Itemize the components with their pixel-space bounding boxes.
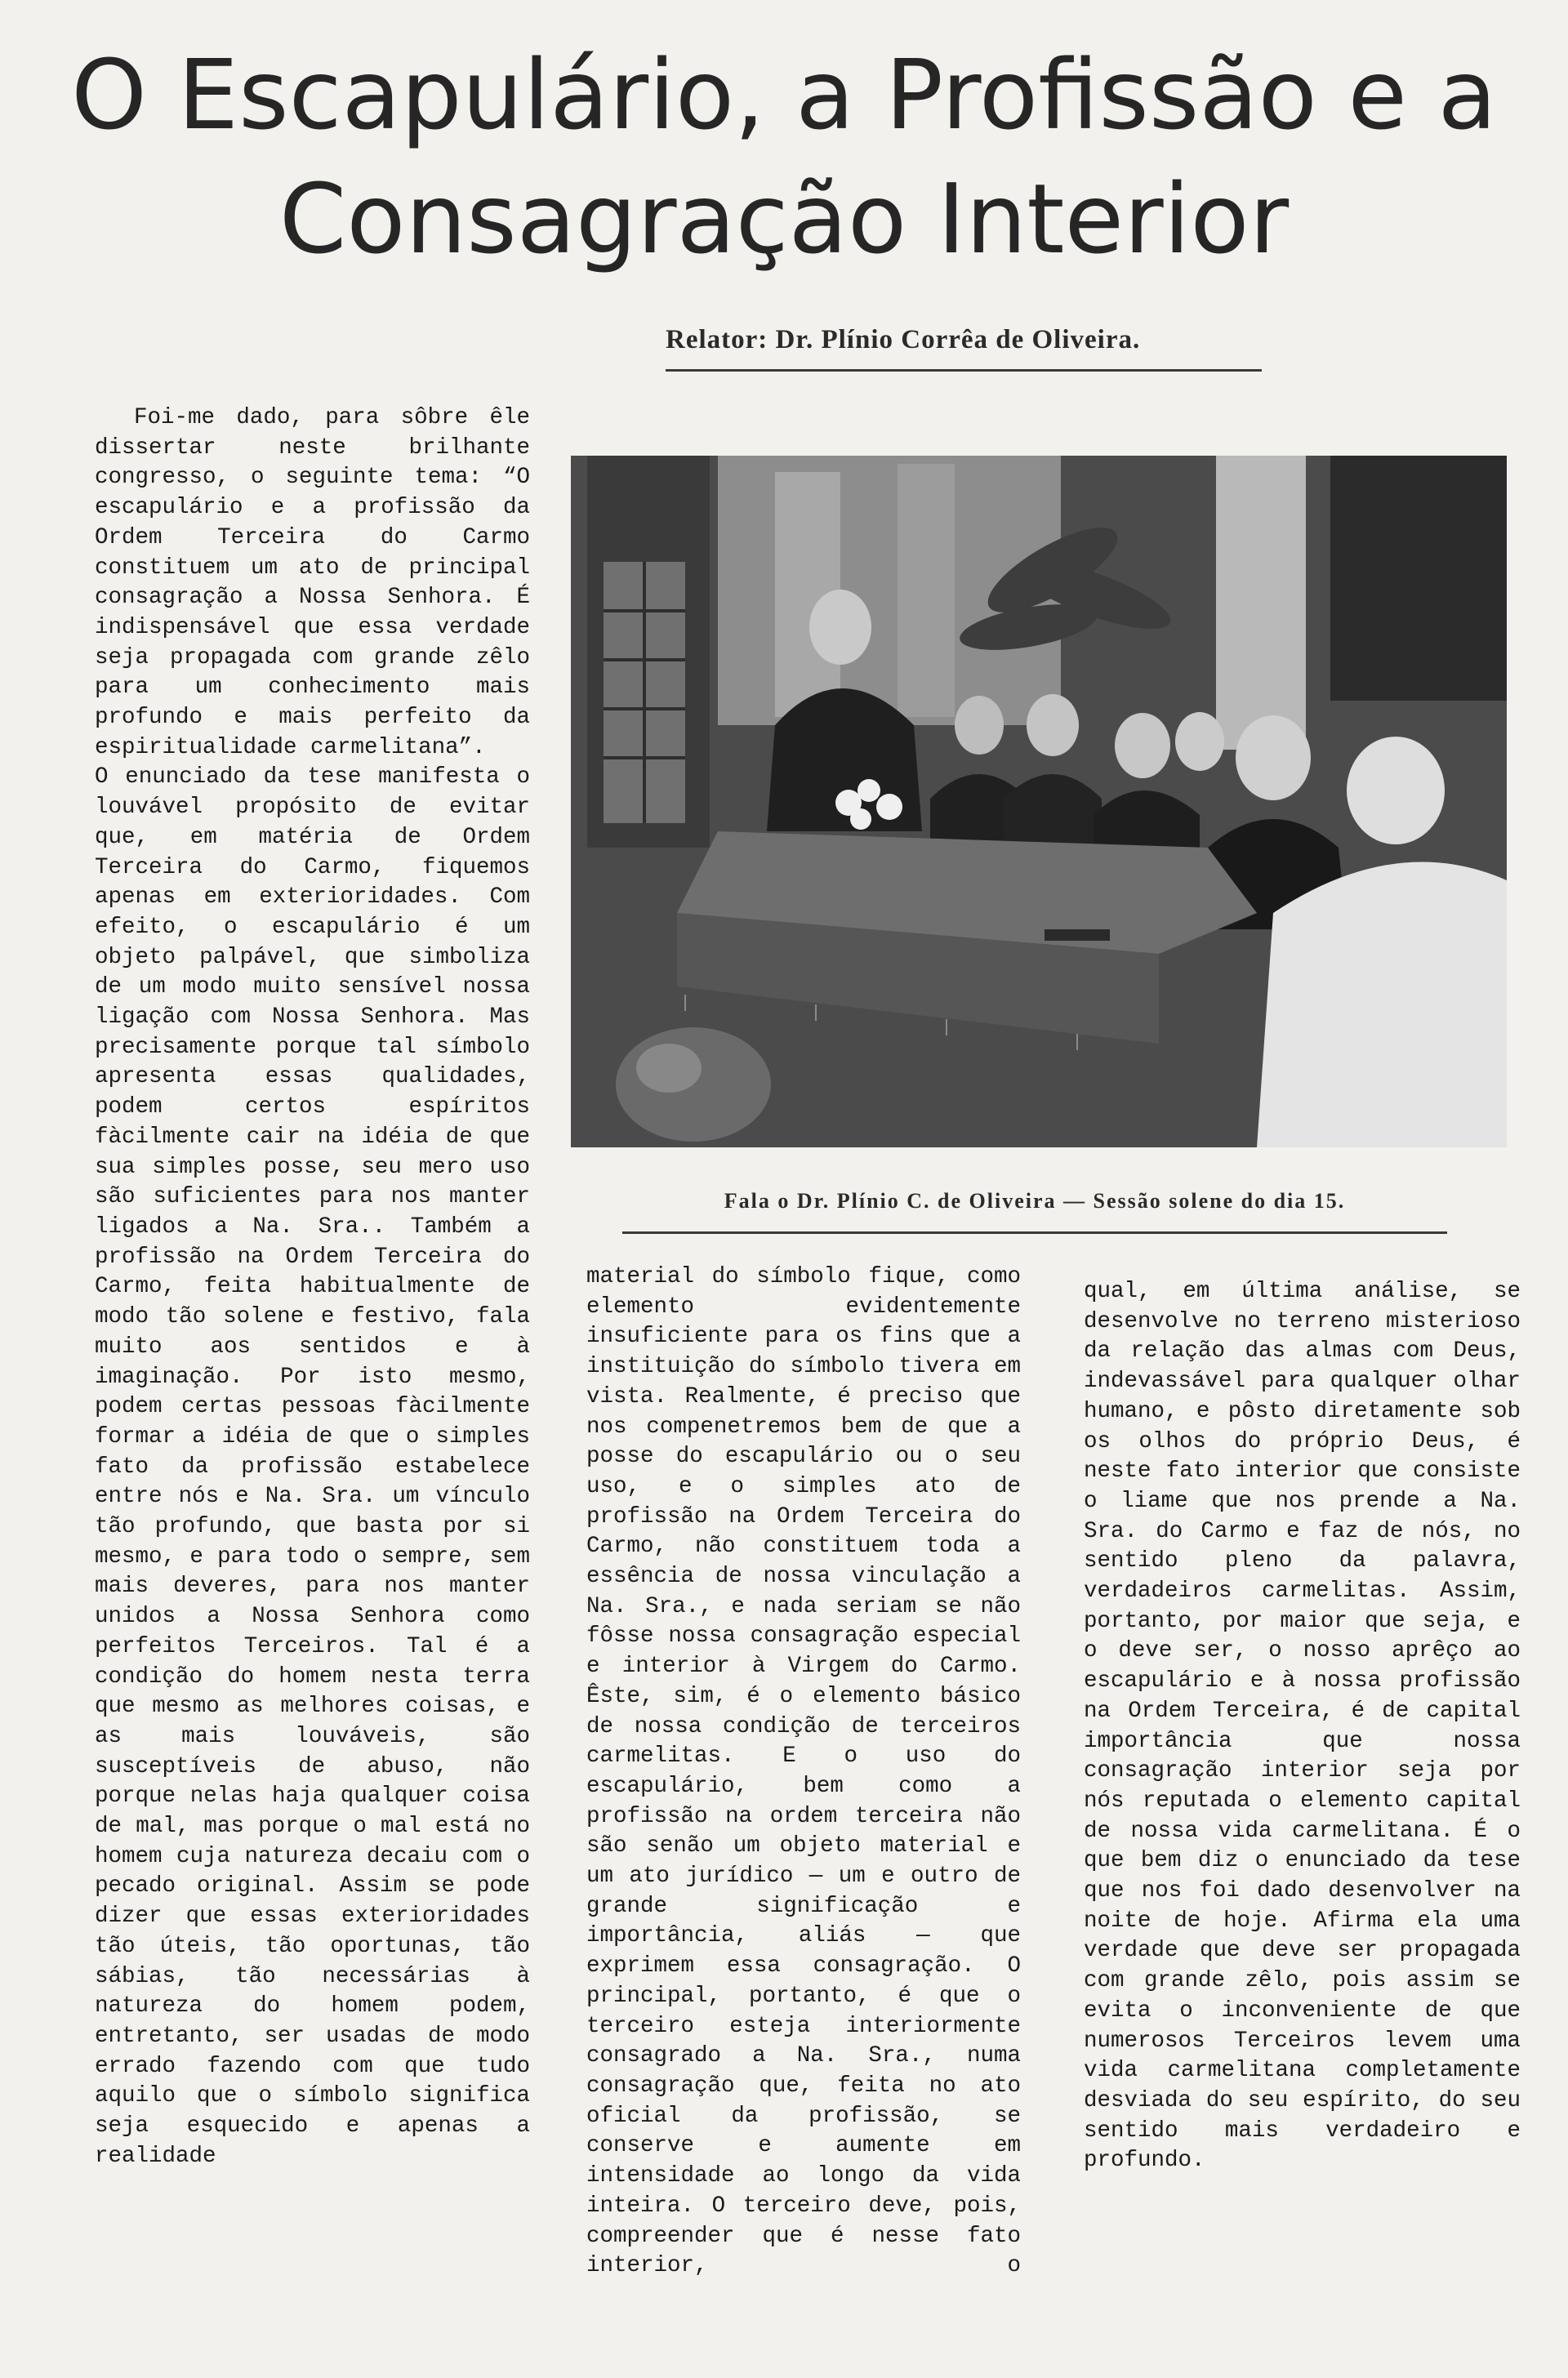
article-title-line-2: Consagração Interior (278, 163, 1290, 275)
body-paragraph: O enunciado da tese manifesta o louvável propósito de evitar que, em matéria de Ordem Terceira do Carmo, fiquemos apenas em exterioridades. Com efeito, o escapulário é um objeto palpável, que simboliza de um modo muito sensível nossa ligação com Nossa Senhora. Mas precisamente porque tal símbolo apresenta essas qualidades, podem certos espíritos fàcilmente cair na idéia de que sua simples posse, seu mero uso são suficientes para nos manter ligados a Na. Sra.. Também a profissão na Ordem Terceira do Carmo, feita habitualmente de modo tão solene e festivo, fala muito aos sentidos e à imaginação. Por isto mesmo, podem certas pessoas fàcilmente formar a idéia de que o simples fato da profissão estabelece entre nós e Na. Sra. um vínculo tão profundo, que basta por si mesmo, e para todo o sempre, sem mais deveres, para nos manter unidos a Nossa Senhora como perfeitos Terceiros. Tal é a condição do homem nesta terra que mesmo as melhores coisas, e as mais louváveis, são susceptíveis de abuso, não porque nelas haja qualquer coisa de mal, mas porque o mal está no homem cuja natureza decaiu com o pecado original. Assim se pode dizer que essas exterioridades tão úteis, tão oportunas, tão sábias, tão necessárias à natureza do homem podem, entretanto, ser usadas de modo errado fazendo com que tudo aquilo que o símbolo significa seja esquecido e apenas a realidade (95, 764, 530, 2169)
photo-caption: Fala o Dr. Plínio C. de Oliveira — Sessão solene do dia 15. (724, 1189, 1346, 1213)
body-paragraph: material do símbolo fique, como elemento evidentemente insuficiente para os fins que a instituição do símbolo tivera em vista. Realmente, é preciso que nos compenetremos bem de que a posse do escapulário ou o seu uso, e o simples ato de profissão na Ordem Terceira do Carmo, não constituem toda a essência de nossa vinculação a Na. Sra., e nada seriam se não fôsse nossa consagração especial e interior à Virgem do Carmo. Êste, sim, é o elemento básico de nossa condição de terceiros carmelitas. E o uso do escapulário, bem como a profissão na ordem terceira não são senão um objeto material e um ato jurídico — um e outro de grande significação e importância, aliás — que exprimem essa consagração. O principal, portanto, é que o terceiro esteja interiormente consagrado a Na. Sra., numa consagração que, feita no ato oficial da profissão, se conserve e aumente em intensidade ao longo da vida inteira. O terceiro deve, pois, compreender que é nesse fato interior, o (586, 1264, 1021, 2279)
body-paragraph: qual, em última análise, se desenvolve no terreno misterioso da relação das almas com Deus, indevassável para qualquer olhar humano, e pôsto diretamente sob os olhos do próprio Deus, é neste fato interior que consiste o liame que nos prende a Na. Sra. do Carmo e faz de nós, no sentido pleno da palavra, verdadeiros carmelitas. Assim, portanto, por maior que seja, e o deve ser, o nosso aprêço ao escapulário e à nossa profissão na Ordem Terceira, é de capital importância que nossa consagração interior seja por nós reputada o elemento capital de nossa vida carmelitana. É o que bem diz o enunciado da tese que nos foi dado desenvolver na noite de hoje. Afirma ela uma verdade que deve ser propagada com grande zêlo, pois assim se evita o inconveniente de que numerosos Terceiros levem uma vida carmelitana completamente desviada do seu espírito, do seu sentido mais verdadeiro e profundo. (1084, 1279, 1521, 2174)
reporter-byline: Relator: Dr. Plínio Corrêa de Oliveira. (666, 325, 1141, 354)
caption-rule (622, 1231, 1447, 1234)
article-title-line-1: O Escapulário, a Profissão e a (71, 38, 1497, 151)
intro-paragraph: Foi-me dado, para sôbre êle dissertar neste brilhante congresso, o seguinte tema: “O escapulário e a profissão da Ordem Terceira do Carmo constituem um ato de principal consagração a Nossa Senhora. É indispensável que essa verdade seja propagada com grande zêlo para um conhecimento mais profundo e mais perfeito da espiritualidade carmelitana”. (95, 405, 530, 760)
byline-rule (666, 369, 1262, 372)
session-photo-illustration (571, 456, 1507, 1147)
article-title (0, 33, 1568, 281)
text-column-1 (95, 403, 530, 2171)
session-photo (571, 456, 1507, 1147)
text-column-3 (1084, 1277, 1521, 2176)
text-column-2 (586, 1262, 1021, 2282)
